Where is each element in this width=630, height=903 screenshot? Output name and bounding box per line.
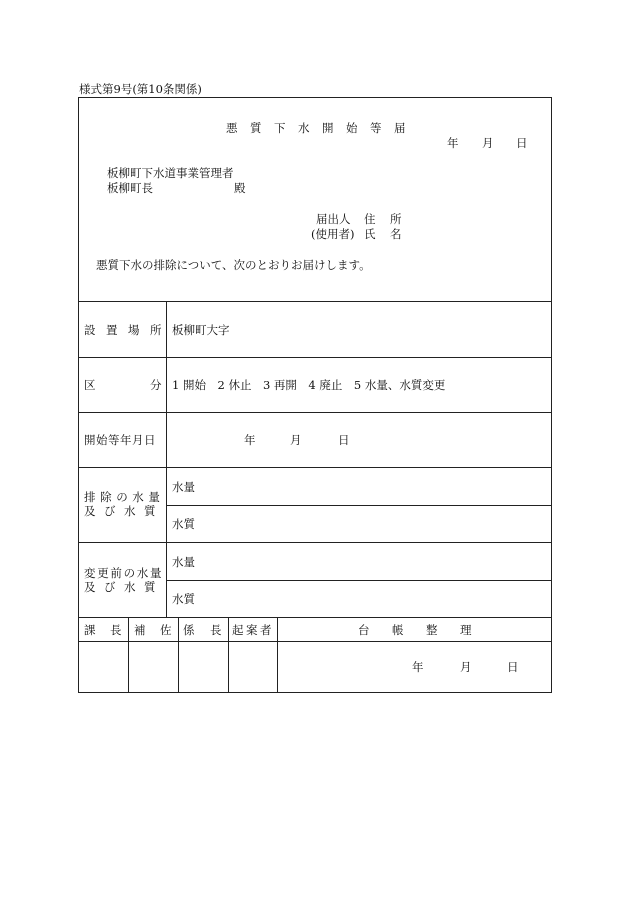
start-date-year: 年 (244, 433, 256, 447)
title-char: 始 (346, 121, 358, 135)
divider-discharge (78, 542, 552, 543)
category-label-char: 区 (84, 378, 96, 392)
addressee-mayor: 板柳町長 (107, 181, 153, 195)
title-char: 質 (250, 121, 262, 135)
start-date-month: 月 (290, 433, 302, 447)
divider-before (78, 617, 552, 618)
before-change-label-line1: 変更前の水量 (84, 566, 164, 580)
user-label: (使用者) (311, 227, 355, 241)
form-number-label: 様式第9号(第10条関係) (79, 82, 202, 96)
location-value: 板柳町大字 (172, 323, 230, 337)
title-char: 届 (394, 121, 406, 135)
ledger-label-char: 整 (426, 623, 438, 637)
approval-drafter: 起 (232, 623, 244, 637)
title-char: 下 (274, 121, 286, 135)
title-char: 水 (298, 121, 310, 135)
location-label-char: 置 (106, 323, 118, 337)
approval-section-chief: 課 (84, 623, 96, 637)
divider-header (78, 301, 552, 302)
start-date-day: 日 (338, 433, 350, 447)
location-label-char: 設 (84, 323, 96, 337)
divider-location (78, 357, 552, 358)
divider-discharge-inner (166, 505, 552, 506)
title-char: 悪 (226, 121, 238, 135)
approval-drafter: 案 (246, 623, 258, 637)
approval-assistant: 補 (134, 623, 146, 637)
approval-section-chief: 長 (110, 623, 122, 637)
ledger-label-char: 台 (358, 623, 370, 637)
approval-drafter: 者 (260, 623, 272, 637)
title-char: 等 (370, 121, 382, 135)
divider-category (78, 412, 552, 413)
approval-subsection-chief: 係 (183, 623, 195, 637)
applicant-label: 届出人 (316, 212, 351, 226)
discharge-label-line1: 排除の水量 (84, 490, 165, 504)
honorific: 殿 (234, 181, 246, 195)
category-value: 1 開始 2 休止 3 再開 4 廃止 5 水量、水質変更 (172, 378, 446, 392)
statement-text: 悪質下水の排除について、次のとおりお届けします。 (96, 258, 371, 272)
divider-approval-2 (178, 617, 179, 692)
ledger-label-char: 帳 (392, 623, 404, 637)
before-change-quality-label: 水質 (172, 592, 195, 606)
divider-approval-4 (277, 617, 278, 692)
address-label-char: 所 (390, 212, 402, 226)
addressee-manager: 板柳町下水道事業管理者 (107, 166, 234, 180)
divider-label-column (166, 301, 167, 617)
name-label-char: 名 (390, 227, 402, 241)
header-date-year: 年 (447, 136, 459, 150)
before-change-volume-label: 水量 (172, 555, 195, 569)
category-label-char: 分 (150, 378, 162, 392)
start-date-label: 開始等年月日 (84, 433, 156, 447)
header-date-day: 日 (516, 136, 528, 150)
approval-assistant: 佐 (160, 623, 172, 637)
divider-approval-header (78, 641, 552, 642)
title-char: 開 (322, 121, 334, 135)
divider-approval-3 (228, 617, 229, 692)
divider-approval-1 (128, 617, 129, 692)
divider-before-inner (166, 580, 552, 581)
ledger-date-month: 月 (460, 660, 472, 674)
ledger-date-year: 年 (412, 660, 424, 674)
location-label-char: 場 (128, 323, 140, 337)
discharge-volume-label: 水量 (172, 480, 195, 494)
name-label-char: 氏 (364, 227, 376, 241)
before-change-label-line2: 及び水質 (84, 580, 164, 594)
ledger-label-char: 理 (460, 623, 472, 637)
address-label-char: 住 (364, 212, 376, 226)
location-label-char: 所 (150, 323, 162, 337)
divider-start-date (78, 467, 552, 468)
ledger-date-day: 日 (507, 660, 519, 674)
discharge-label-line2: 及び水質 (84, 504, 164, 518)
discharge-quality-label: 水質 (172, 517, 195, 531)
approval-subsection-chief: 長 (210, 623, 222, 637)
header-date-month: 月 (482, 136, 494, 150)
